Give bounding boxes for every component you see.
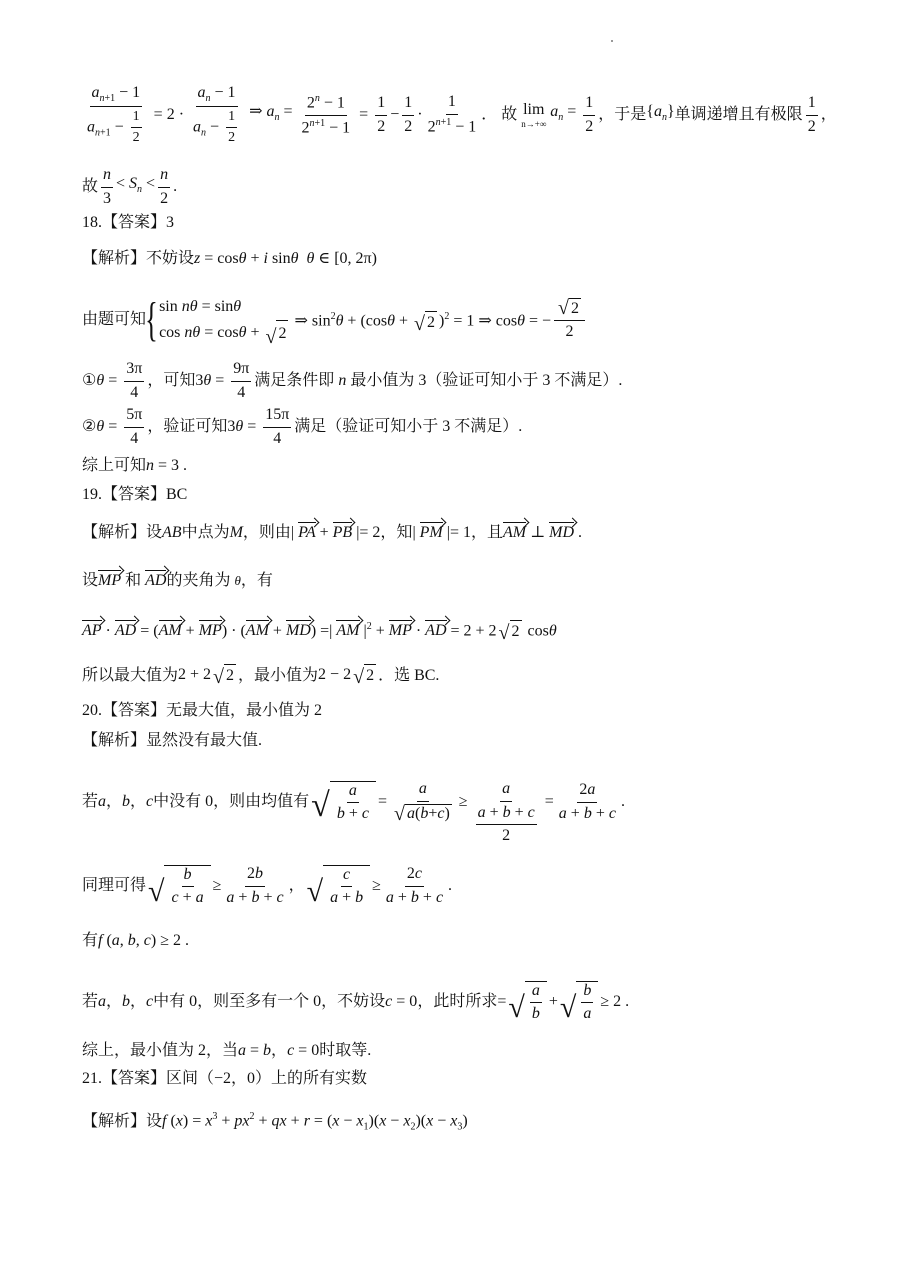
q20-similar-line: 同理可得 √ $\frac{b}{c + a}$ ≥ $\frac{2b}{a + b + c}$ ， √ $\frac{c}{a + b}$ ≥ $\frac{2c}{a + b + c}$ . bbox=[82, 865, 453, 909]
yu-shi-text: ，于是 bbox=[598, 106, 647, 123]
q19-angle-c: 的夹角为 bbox=[166, 572, 231, 589]
q19-angle-line: 设 MP 和 AD 的夹角为 θ ，有 bbox=[82, 570, 840, 592]
q20-conclusion-line: 综上，最小值为 2，当 a = b，c = 0 时取等. bbox=[82, 1040, 840, 1062]
lim-sub: n→+∞ bbox=[521, 118, 547, 129]
case1-text-a: ，可知 bbox=[147, 372, 196, 389]
q18-header: 18.【答案】3 bbox=[82, 214, 175, 231]
q18-case2-line: ② θ = $\frac{5\pi}{4}$ ，验证可知 3θ = $\frac{15\pi}{4}$ 满足（验证可知小于 3 不满足）. bbox=[82, 406, 523, 447]
q19-angle-d: ，有 bbox=[240, 572, 273, 589]
monotone-text: 单调递增且有极限 bbox=[674, 106, 803, 123]
q18-case1-line: ① θ = $\frac{3\pi}{4}$ ，可知 3θ = $\frac{9\pi}{4}$ 满足条件即 n 最小值为 3（验证可知小于 3 不满足）. bbox=[82, 360, 623, 401]
q18-jiexi-label: 【解析】不妨设 bbox=[82, 250, 195, 267]
q21-jiexi-line: 【解析】设 f $(x) = x^3 + px^2$ + qx + $r = (x - x_1)(x - x_2)(x - x_3)$ bbox=[82, 1111, 468, 1133]
q20-case-b2: ，此时所求 bbox=[417, 993, 498, 1010]
q20-conclusion-a: 综上，最小值为 2，当 bbox=[82, 1042, 239, 1059]
q17-sn-bound-line: 故 $\frac{n}{3}$ < $S_n$ < $\frac{n}{2}$ . bbox=[82, 166, 178, 207]
q20-tongli: 同理可得 bbox=[82, 877, 147, 894]
q19-angle-b: 和 bbox=[125, 572, 142, 589]
q19-jiexi-e: ，且 bbox=[470, 524, 503, 541]
q19-result-line: 所以最大值为 2 + 2 √ 2 ，最小值为 2 − 2 √ 2 ．选 BC. bbox=[82, 666, 440, 688]
q20-header: 20.【答案】无最大值，最小值为 2 bbox=[82, 702, 323, 719]
q20-am-gm-line: 若 a，b，c 中没有 0，则由均值有 √ $\frac{a}{b + c}$ = a √ a ( b + c ) ≥ $\frac{a}{\frac{a + b + c}{2}}$ = $\frac{2a}{a + b + c}$ . bbox=[82, 780, 625, 845]
scan-dot bbox=[611, 40, 613, 42]
case2-text-a: ，验证可知 bbox=[147, 418, 228, 435]
q20-ruo-1: 若 bbox=[82, 793, 99, 810]
q17-recurrence-line: $a_{n+1} - 1$ $a_{n+1}$ − $\frac{1}{2}$ = 2 · $a_n - 1$ $a_n$ − $\frac{1}{2}$ ⇒ $a_n$ = $\frac{2^n - 1}{2^{n+1} - 1}$ = $\frac{1}{2}$ − $\frac{1}{2}$ · $\frac{1}{2^{n+1} - 1}$ ． 故 lim n→+∞ $a_n$ = $\frac{1}{2}$ ，于是 $\{a_n\}$ 单调递增且有极限 $\frac{1}{2}$ ， bbox=[87, 83, 837, 146]
case2-text-b: 满足（验证可知小于 3 不满足）. bbox=[294, 418, 523, 435]
q19-result-c: ．选 BC. bbox=[378, 666, 440, 684]
q19-result-a: 所以最大值为 bbox=[82, 666, 179, 684]
q19-angle-a: 设 bbox=[82, 572, 99, 589]
case2-marker: ② bbox=[82, 418, 97, 435]
case1-marker: ① bbox=[82, 372, 97, 389]
case1-text-b: 满足条件即 bbox=[254, 372, 335, 389]
q18-jiexi-line: 【解析】不妨设 z = cosθ + i sinθ θ ∈ [0, 2π) bbox=[82, 248, 840, 270]
q19-jiexi-a: 【解析】设 bbox=[82, 524, 163, 541]
q20-case-a: 中没有 0，则由均值有 bbox=[153, 793, 310, 810]
q19-jiexi-c: ，则由 bbox=[242, 524, 291, 541]
q21-header-b: ）上的所有实数 bbox=[255, 1070, 368, 1087]
q18-system-line: 由题可知 { sin nθ = sinθ cos nθ = cosθ + √ 2 ⇒ $\sin^2\theta + (\cos\theta$ + √ 2 )$^2$ = 1 ⇒ cosθ = − √ 2 2 bbox=[82, 290, 840, 350]
q19-result-b: ，最小值为 bbox=[238, 666, 319, 684]
q21-header-line: 21.【答案】区间（ −2，0 ）上的所有实数 bbox=[82, 1068, 840, 1090]
gu-lim-text: ． 故 bbox=[481, 106, 518, 123]
q20-ruo-2: 若 bbox=[82, 993, 99, 1010]
q19-jiexi-d: ，知 bbox=[380, 524, 413, 541]
q20-case-b: 中有 0，则至多有一个 0，不妨设 bbox=[153, 993, 386, 1010]
q21-header-a: 21.【答案】区间（ bbox=[82, 1070, 215, 1087]
q18-you-ti: 由题可知 bbox=[82, 311, 147, 328]
q19-jiexi-line: 【解析】设 AB 中点为 M ，则由 | PA + PB |= 2 ，知 | PM |= 1 ，且 AM ⊥ MD . bbox=[82, 522, 840, 544]
gu-text: 故 bbox=[82, 178, 99, 195]
q19-header: 19.【答案】BC bbox=[82, 486, 188, 503]
q20-jiexi: 【解析】显然没有最大值. bbox=[82, 732, 263, 749]
q18-conclusion: 综上可知 bbox=[82, 457, 147, 474]
q21-jiexi: 【解析】设 bbox=[82, 1113, 163, 1131]
q20-zero-case-line: 若 a，b，c 中有 0，则至多有一个 0，不妨设 c = 0 ，此时所求 = √ $\frac{a}{b}$ + √ $\frac{b}{a}$ ≥ 2 . bbox=[82, 981, 630, 1025]
q20-you: 有 bbox=[82, 932, 99, 949]
q20-conclusion-b: 时取等. bbox=[319, 1042, 372, 1059]
lim-word: lim bbox=[523, 100, 545, 118]
q19-dot-product-line: AP · AD = (AM + MP) · (AM + MD) =| AM $|^2$ + MP · AD = 2 + 2 √ 2 cosθ bbox=[82, 621, 557, 645]
q19-jiexi-b: 中点为 bbox=[181, 524, 230, 541]
q20-you-line: 有 f (a, b, c) ≥ 2 . bbox=[82, 930, 840, 952]
q18-conclusion-line: 综上可知 n = 3 . bbox=[82, 455, 840, 477]
case1-text-c: 最小值为 3（验证可知小于 3 不满足）. bbox=[350, 372, 623, 389]
